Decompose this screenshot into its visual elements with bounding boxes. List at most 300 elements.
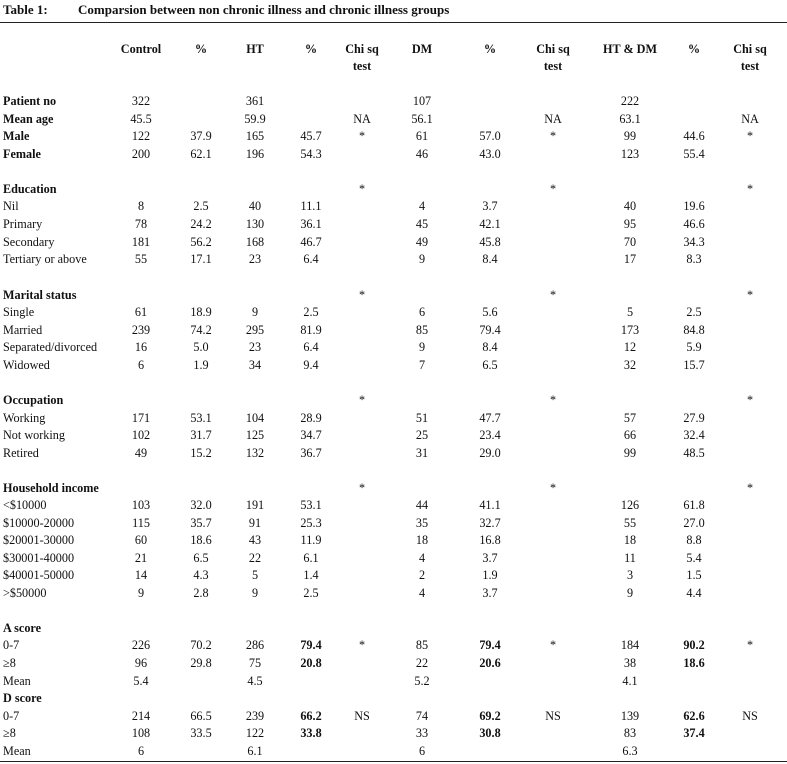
table-cell: 4 (418, 199, 426, 213)
row-label: $10000-20000 (3, 516, 75, 530)
table-cell: 107 (412, 94, 432, 108)
table-cell: 8.3 (686, 252, 702, 266)
table-row (0, 357, 787, 374)
table-cell: 5.0 (193, 340, 209, 354)
table-cell: 1.9 (482, 568, 498, 582)
table-cell: 126 (620, 498, 640, 512)
table-cell: 36.7 (300, 446, 322, 460)
table-cell (523, 304, 583, 321)
table-cell: 122 (131, 129, 151, 143)
table-cell: 6.1 (303, 551, 319, 565)
table-cell (720, 550, 780, 567)
table-cell: 17 (623, 252, 637, 266)
table-cell (332, 515, 392, 532)
table-cell: 6 (137, 358, 145, 372)
table-cell: 9 (418, 340, 426, 354)
table-cell (720, 725, 780, 742)
table-cell (523, 743, 583, 760)
table-cell (523, 251, 583, 268)
table-cell: 7 (418, 358, 426, 372)
table-cell: 29.8 (190, 656, 212, 670)
table-cell (332, 146, 392, 163)
table-cell (332, 445, 392, 462)
table-cell: 85 (415, 638, 429, 652)
table-cell (392, 392, 452, 409)
table-cell: 62.1 (190, 147, 212, 161)
table-cell: 63.1 (619, 112, 641, 126)
table-cell (523, 198, 583, 215)
table-cell (111, 480, 171, 497)
table-cell (720, 251, 780, 268)
header-percent-1: % (194, 42, 208, 56)
table-cell: 295 (245, 323, 265, 337)
table-row (0, 567, 787, 584)
table-cell: 18.6 (190, 533, 212, 547)
table-cell: 32.7 (479, 516, 501, 530)
table-cell (111, 181, 171, 198)
table-cell: 18 (623, 533, 637, 547)
row-label: Mean age (3, 112, 54, 126)
table-cell: 2.5 (303, 586, 319, 600)
table-cell (523, 673, 583, 690)
row-label: Female (3, 147, 41, 161)
table-cell (720, 304, 780, 321)
table-cell (332, 322, 392, 339)
table-cell: 3.7 (482, 199, 498, 213)
table-cell (332, 339, 392, 356)
table-cell (664, 480, 724, 497)
header-ht-dm: HT & DM (603, 42, 657, 56)
table-cell: * (549, 481, 557, 495)
table-cell: 322 (131, 94, 151, 108)
table-row (0, 497, 787, 514)
table-cell: 33.8 (300, 726, 322, 740)
row-label: Occupation (3, 393, 64, 407)
table-cell: 27.0 (683, 516, 705, 530)
table-cell: 21 (134, 551, 148, 565)
table-cell (523, 567, 583, 584)
table-cell: 1.5 (686, 568, 702, 582)
table-cell: 2 (418, 568, 426, 582)
table-cell: 361 (245, 94, 265, 108)
table-cell (460, 181, 520, 198)
table-cell: 44 (415, 498, 429, 512)
table-cell (392, 480, 452, 497)
table-cell (720, 585, 780, 602)
table-cell: 40 (248, 199, 262, 213)
table-cell (460, 673, 520, 690)
row-label: D score (3, 691, 42, 705)
table-cell: 8.8 (686, 533, 702, 547)
table-cell: 196 (245, 147, 265, 161)
table-cell (523, 532, 583, 549)
table-cell (720, 234, 780, 251)
row-label: Mean (3, 674, 31, 688)
table-cell (392, 287, 452, 304)
row-label: Primary (3, 217, 43, 231)
table-row (0, 392, 787, 409)
table-cell: 43 (248, 533, 262, 547)
table-cell: 22 (415, 656, 429, 670)
table-row (0, 198, 787, 215)
table-cell (332, 93, 392, 110)
table-cell: 66.5 (190, 709, 212, 723)
table-cell: 61 (415, 129, 429, 143)
table-cell (332, 497, 392, 514)
header-chi-sq-3-line1: Chi sq (733, 42, 767, 56)
table-cell (720, 322, 780, 339)
table-cell (720, 497, 780, 514)
table-cell: 3.7 (482, 551, 498, 565)
table-cell: 61 (134, 305, 148, 319)
table-cell: 5.4 (133, 674, 149, 688)
table-cell: 17.1 (190, 252, 212, 266)
table-cell (600, 480, 660, 497)
table-cell: 15.2 (190, 446, 212, 460)
table-cell: NS (354, 709, 370, 723)
table-cell (171, 690, 231, 707)
table-cell: 45.5 (130, 112, 152, 126)
table-cell: * (549, 638, 557, 652)
table-cell: 23 (248, 252, 262, 266)
table-cell (720, 93, 780, 110)
table-cell: 32 (623, 358, 637, 372)
table-cell: 99 (623, 129, 637, 143)
table-cell: 46.6 (683, 217, 705, 231)
table-cell (332, 427, 392, 444)
table-caption (3, 2, 449, 18)
table-cell: * (746, 638, 754, 652)
row-label: 0-7 (3, 638, 20, 652)
table-cell: 41.1 (479, 498, 501, 512)
table-cell: 35.7 (190, 516, 212, 530)
header-chi-sq-2-line2: test (543, 59, 563, 73)
table-cell (523, 585, 583, 602)
table-cell (720, 620, 780, 637)
table-cell: 24.2 (190, 217, 212, 231)
table-cell: 29.0 (479, 446, 501, 460)
table-cell: 5 (626, 305, 634, 319)
table-cell: 96 (134, 656, 148, 670)
table-cell: 8.4 (482, 252, 498, 266)
table-cell (720, 410, 780, 427)
table-cell: 104 (245, 411, 265, 425)
table-cell (664, 673, 724, 690)
table-cell: 84.8 (683, 323, 705, 337)
table-cell: 31.7 (190, 428, 212, 442)
row-label: Married (3, 323, 43, 337)
table-row (0, 128, 787, 145)
table-cell (664, 620, 724, 637)
table-cell: 171 (131, 411, 151, 425)
table-cell: 60 (134, 533, 148, 547)
header-chi-sq-3-line2: test (740, 59, 760, 73)
table-cell (392, 690, 452, 707)
table-cell (600, 690, 660, 707)
table-cell (523, 339, 583, 356)
table-cell (332, 655, 392, 672)
table-cell: 6 (418, 305, 426, 319)
row-label: Single (3, 305, 35, 319)
table-cell: 18.9 (190, 305, 212, 319)
table-cell (111, 620, 171, 637)
table-row (0, 708, 787, 725)
header-percent-3: % (483, 42, 497, 56)
table-row (0, 427, 787, 444)
table-cell: 90.2 (683, 638, 705, 652)
header-chi-sq-1-line2: test (352, 59, 372, 73)
table-cell: 9 (251, 586, 259, 600)
table-row (0, 93, 787, 110)
table-cell: 57.0 (479, 129, 501, 143)
table-row (0, 287, 787, 304)
table-cell: 91 (248, 516, 262, 530)
table-row (0, 445, 787, 462)
table-cell: * (358, 288, 366, 302)
table-cell: 85 (415, 323, 429, 337)
table-cell: 222 (620, 94, 640, 108)
table-cell: NS (545, 709, 561, 723)
table-cell: 184 (620, 638, 640, 652)
table-cell: 75 (248, 656, 262, 670)
table-cell (111, 287, 171, 304)
row-label: $40001-50000 (3, 568, 75, 582)
table-cell (720, 673, 780, 690)
table-row (0, 322, 787, 339)
table-cell: 11.9 (300, 533, 322, 547)
table-cell (171, 480, 231, 497)
table-cell: 6.4 (303, 340, 319, 354)
table-cell: NA (544, 112, 562, 126)
table-cell (332, 567, 392, 584)
table-cell (720, 532, 780, 549)
table-cell (111, 392, 171, 409)
table-cell (171, 673, 231, 690)
table-cell: 34.7 (300, 428, 322, 442)
table-cell (720, 198, 780, 215)
table-cell (720, 339, 780, 356)
table-cell: 55 (134, 252, 148, 266)
table-cell: 9 (251, 305, 259, 319)
table-cell (332, 743, 392, 760)
table-cell: 38 (623, 656, 637, 670)
table-number: Table 1: (3, 2, 48, 17)
table-cell: 28.9 (300, 411, 322, 425)
table-cell (523, 93, 583, 110)
table-cell: 5.6 (482, 305, 498, 319)
table-cell (600, 181, 660, 198)
table-cell: 37.4 (683, 726, 705, 740)
table-cell: 11.1 (300, 199, 322, 213)
table-cell (332, 690, 392, 707)
table-cell: 132 (245, 446, 265, 460)
table-cell: 4.5 (247, 674, 263, 688)
table-cell: NS (742, 709, 758, 723)
table-cell: 74.2 (190, 323, 212, 337)
table-cell: 42.1 (479, 217, 501, 231)
row-label: Widowed (3, 358, 50, 372)
table-cell: 5.9 (686, 340, 702, 354)
table-row (0, 620, 787, 637)
table-cell: 3.7 (482, 586, 498, 600)
table-row (0, 410, 787, 427)
table-row (0, 532, 787, 549)
table-cell: * (549, 182, 557, 196)
table-cell: 46.7 (300, 235, 322, 249)
table-cell: 95 (623, 217, 637, 231)
table-cell: * (746, 182, 754, 196)
table-cell: 16.8 (479, 533, 501, 547)
header-ht: HT (246, 42, 264, 56)
table-row (0, 550, 787, 567)
table-cell: 239 (131, 323, 151, 337)
row-label: <$10000 (3, 498, 47, 512)
table-cell: 49 (415, 235, 429, 249)
table-cell (392, 620, 452, 637)
table-cell: 108 (131, 726, 151, 740)
table-cell: 66.2 (300, 709, 322, 723)
table-cell: 66 (623, 428, 637, 442)
table-cell: 20.6 (479, 656, 501, 670)
table-cell: 6.5 (482, 358, 498, 372)
table-cell: 6.5 (193, 551, 209, 565)
table-cell (171, 111, 231, 128)
table-cell: 4 (418, 586, 426, 600)
table-cell: 32.4 (683, 428, 705, 442)
row-label: Mean (3, 744, 31, 758)
table-cell (332, 357, 392, 374)
table-cell (460, 620, 520, 637)
table-cell: 18 (415, 533, 429, 547)
table-cell: 59.9 (244, 112, 266, 126)
table-cell (332, 673, 392, 690)
table-row (0, 146, 787, 163)
table-row (0, 181, 787, 198)
table-cell: NA (741, 112, 759, 126)
table-cell (460, 392, 520, 409)
table-cell: 8.4 (482, 340, 498, 354)
table-cell: 27.9 (683, 411, 705, 425)
table-cell: 47.7 (479, 411, 501, 425)
table-cell: 5.2 (414, 674, 430, 688)
table-cell: 83 (623, 726, 637, 740)
table-cell: 3 (626, 568, 634, 582)
table-row (0, 111, 787, 128)
row-label: Patient no (3, 94, 57, 108)
table-cell (332, 620, 392, 637)
table-row (0, 339, 787, 356)
table-cell: 6.1 (247, 744, 263, 758)
table-cell (332, 550, 392, 567)
table-cell: 44.6 (683, 129, 705, 143)
table-row (0, 304, 787, 321)
table-cell (332, 198, 392, 215)
table-cell (392, 181, 452, 198)
table-cell: 45 (415, 217, 429, 231)
table-cell: 55 (623, 516, 637, 530)
table-cell (171, 181, 231, 198)
table-cell: 4.4 (686, 586, 702, 600)
table-cell (720, 655, 780, 672)
table-cell: 23.4 (479, 428, 501, 442)
table-cell: 1.4 (303, 568, 319, 582)
row-label: Household income (3, 481, 99, 495)
table-cell (332, 216, 392, 233)
table-cell (332, 410, 392, 427)
table-cell: 226 (131, 638, 151, 652)
table-cell (523, 410, 583, 427)
table-cell: 22 (248, 551, 262, 565)
table-cell (523, 550, 583, 567)
table-cell: 5.4 (686, 551, 702, 565)
table-title: Comparsion between non chronic illness and chronic illness groups (78, 2, 450, 17)
table-cell (523, 620, 583, 637)
table-cell (664, 743, 724, 760)
table-cell: * (358, 129, 366, 143)
table-cell: 78 (134, 217, 148, 231)
table-cell: 33.5 (190, 726, 212, 740)
table-cell: * (746, 481, 754, 495)
row-label: >$50000 (3, 586, 47, 600)
table-cell: 2.8 (193, 586, 209, 600)
table-cell: 36.1 (300, 217, 322, 231)
table-cell (332, 532, 392, 549)
table-cell: 81.9 (300, 323, 322, 337)
table-cell (171, 392, 231, 409)
table-cell: 56.2 (190, 235, 212, 249)
table-cell (600, 287, 660, 304)
table-cell (332, 725, 392, 742)
table-cell: 6.4 (303, 252, 319, 266)
row-label: Separated/divorced (3, 340, 98, 354)
table-row (0, 480, 787, 497)
table-row (0, 673, 787, 690)
table-cell (720, 515, 780, 532)
table-cell: 34 (248, 358, 262, 372)
header-percent-4: % (687, 42, 701, 56)
table-cell: 4.1 (622, 674, 638, 688)
table-row (0, 690, 787, 707)
table-cell (332, 251, 392, 268)
table-cell (225, 287, 285, 304)
table-cell: 125 (245, 428, 265, 442)
table-cell (523, 515, 583, 532)
table-cell: 55.4 (683, 147, 705, 161)
table-cell: NA (353, 112, 371, 126)
table-cell (111, 690, 171, 707)
table-cell (171, 620, 231, 637)
table-cell: 61.8 (683, 498, 705, 512)
table-cell (523, 725, 583, 742)
table-cell (523, 690, 583, 707)
table-cell: 286 (245, 638, 265, 652)
table-cell: 191 (245, 498, 265, 512)
table-cell (225, 620, 285, 637)
table-cell: 173 (620, 323, 640, 337)
table-cell (664, 392, 724, 409)
table-cell (523, 357, 583, 374)
table-cell: 79.4 (479, 323, 501, 337)
table-cell: 57 (623, 411, 637, 425)
table-cell: 51 (415, 411, 429, 425)
table-cell: 102 (131, 428, 151, 442)
table-cell (460, 111, 520, 128)
table-cell: 53.1 (300, 498, 322, 512)
table-cell: 74 (415, 709, 429, 723)
table-cell: 122 (245, 726, 265, 740)
table-cell: 48.5 (683, 446, 705, 460)
table-cell: 33 (415, 726, 429, 740)
